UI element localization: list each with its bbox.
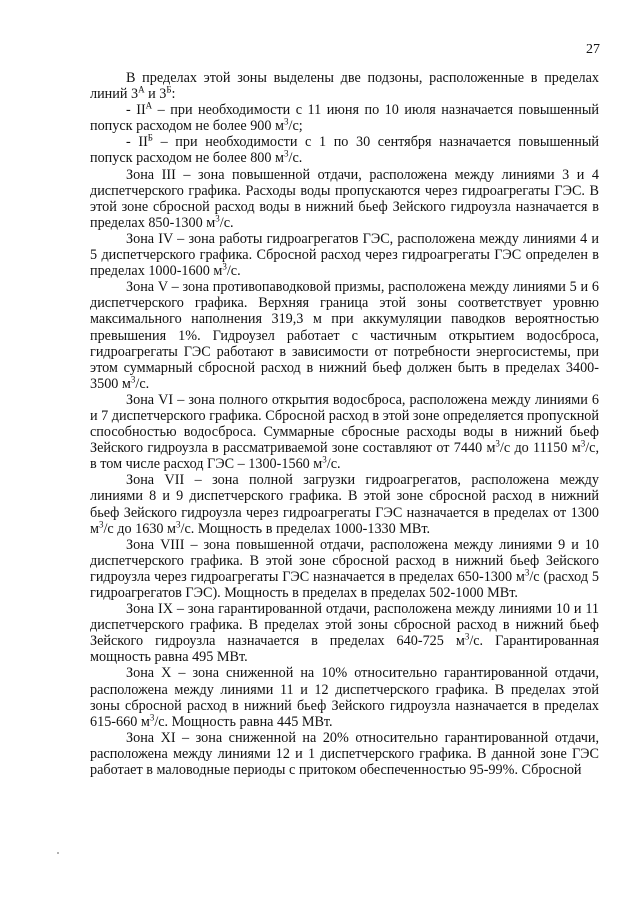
paragraph-text: /с. [226, 263, 241, 280]
superscript-text: А [138, 84, 145, 95]
paragraph-text: /с (расход 5 гидроагрегатов ГЭС). Мощность в пределах в пределах 502-1000 МВт. [90, 568, 599, 601]
paragraph-text: /с. [219, 214, 234, 231]
paragraph-text: Зона VIII – зона повышенной отдачи, расположена между линиями 9 и 10 диспетчерского графика. В этой зоне сбросной расход в нижний бьеф Зейского гидроузла через гидроагрегаты ГЭС назначается в пределах 650-1300 м [90, 536, 599, 585]
paragraph [90, 70, 599, 102]
paragraph-text: /с. Мощность в пределах 1000-1330 МВт. [180, 520, 431, 537]
paragraph [90, 601, 599, 665]
paragraph-text: - II [126, 102, 146, 119]
paragraph-text: /с; [288, 118, 303, 135]
superscript-text: Б [147, 132, 153, 143]
paragraph-text: /с. [288, 150, 303, 167]
paragraph-text: /с. Мощность равна 445 МВт. [154, 713, 333, 730]
paragraph-text: : [171, 86, 176, 103]
paragraph-text: Зона VII – зона полной загрузки гидроагрегатов, расположена между линиями 8 и 9 диспетчерского графика. В этой зоне сбросной расход в нижний бьеф Зейского гидроузла через гидроагрегаты ГЭС назначается в пределах от 1300 м [90, 472, 599, 537]
paragraph-text: Зона IX – зона гарантированной отдачи, расположена между линиями 10 и 11 диспетчерского графика. В пределах этой зоны сбросной расход в нижний бьеф Зейского гидроузла назначается в пределах 640-725 м [90, 601, 599, 650]
paragraph-text: /с, в том числе расход ГЭС – 1300-1560 м [90, 440, 599, 473]
paragraph-text: /с. Гарантированная мощность равна 495 МВт. [90, 633, 599, 666]
superscript-text: 3 [464, 631, 470, 642]
superscript-text: 3 [524, 567, 530, 578]
page-number: 27 [586, 42, 600, 57]
paragraph-text: и 3 [144, 86, 167, 103]
paragraph-text: В пределах этой зоны выделены две подзоны, расположенные в пределах линий 3 [90, 70, 599, 103]
paragraph-text: Зона X – зона сниженной на 10% относительно гарантированной отдачи, расположена между линиями 11 и 12 диспетчерского графика. В пределах этой зоны сбросной расход в нижний бьеф Зейского гидроузла назначается в пределах 615-660 м [90, 665, 599, 730]
paragraph-text: - II [126, 134, 148, 151]
paragraph-text: /с до 11150 м [499, 440, 581, 457]
superscript-text: 3 [176, 518, 181, 529]
superscript-text: Б [166, 84, 172, 95]
paragraph-text: /с. [135, 375, 150, 392]
paragraph-text: /с до 1630 м [103, 520, 177, 537]
superscript-text: 3 [322, 454, 327, 465]
paragraph [90, 134, 599, 166]
paragraph [90, 537, 599, 601]
superscript-text: 3 [98, 518, 104, 529]
superscript-text: А [145, 100, 153, 111]
paragraph-text: Зона III – зона повышенной отдачи, расположена между линиями 3 и 4 диспетчерского графика. Расходы воды пропускаются через гидроагрегаты ГЭС. В этой зоне сбросной расход воды в нижний бьеф Зейского гидроузла назначается в пределах 850-1300 м [90, 166, 599, 231]
document-body [90, 70, 599, 778]
paragraph-text: – при необходимости с 11 июня по 10 июля назначается повышенный попуск расходом не более 900 м [90, 102, 599, 135]
paragraph-text: Зона IV – зона работы гидроагрегатов ГЭС, расположена между линиями 4 и 5 диспетчерского графика. Сбросной расход через гидроагрегаты ГЭС определен в пределах 1000-1600 м [90, 230, 599, 280]
paragraph [90, 730, 599, 778]
paragraph [90, 231, 599, 279]
superscript-text: 3 [284, 116, 289, 127]
scan-speck [57, 852, 59, 854]
paragraph-text: – при необходимости с 1 по 30 сентября назначается повышенный попуск расходом не более 800 м [90, 134, 599, 167]
superscript-text: 3 [222, 261, 227, 272]
paragraph [90, 472, 599, 536]
paragraph [90, 279, 599, 392]
superscript-text: 3 [495, 438, 500, 449]
superscript-text: 3 [149, 712, 155, 723]
superscript-text: 3 [130, 374, 136, 385]
paragraph [90, 102, 599, 134]
paragraph-text: Зона XI – зона сниженной на 20% относительно гарантированной отдачи, расположена между линиями 12 и 1 диспетчерского графика. В данной зоне ГЭС работает в маловодные периоды с притоком обеспеченностью 95-99%. Сбросной [90, 729, 599, 779]
superscript-text: 3 [284, 148, 289, 159]
paragraph [90, 167, 599, 231]
superscript-text: 3 [215, 213, 220, 224]
paragraph-text: /с. [326, 456, 341, 473]
superscript-text: 3 [580, 438, 586, 449]
paragraph [90, 665, 599, 729]
paragraph [90, 392, 599, 472]
paragraph-text: Зона V – зона противопаводковой призмы, расположена между линиями 5 и 6 диспетчерского графика. Верхняя граница этой зоны соответствует уровню максимального наполнения 319,3 м при аккумуляции паводков вероятностью превышения 1%. Гидроузел работает с частичным открытием водосброса, гидроагрегаты ГЭС работают в зависимости от потребности энергосистемы, при этом суммарный сбросной расход в нижний бьеф должен быть в пределах 3400-3500 м [90, 279, 599, 392]
paragraph-text: Зона VI – зона полного открытия водосброса, расположена между линиями 6 и 7 диспетчерского графика. Сбросной расход в этой зоне определяется пропускной способностью водосброса. Суммарные сбросные расходы воды в нижний бьеф Зейского гидроузла в рассматриваемой зоне составляют от 7440 м [90, 391, 599, 457]
